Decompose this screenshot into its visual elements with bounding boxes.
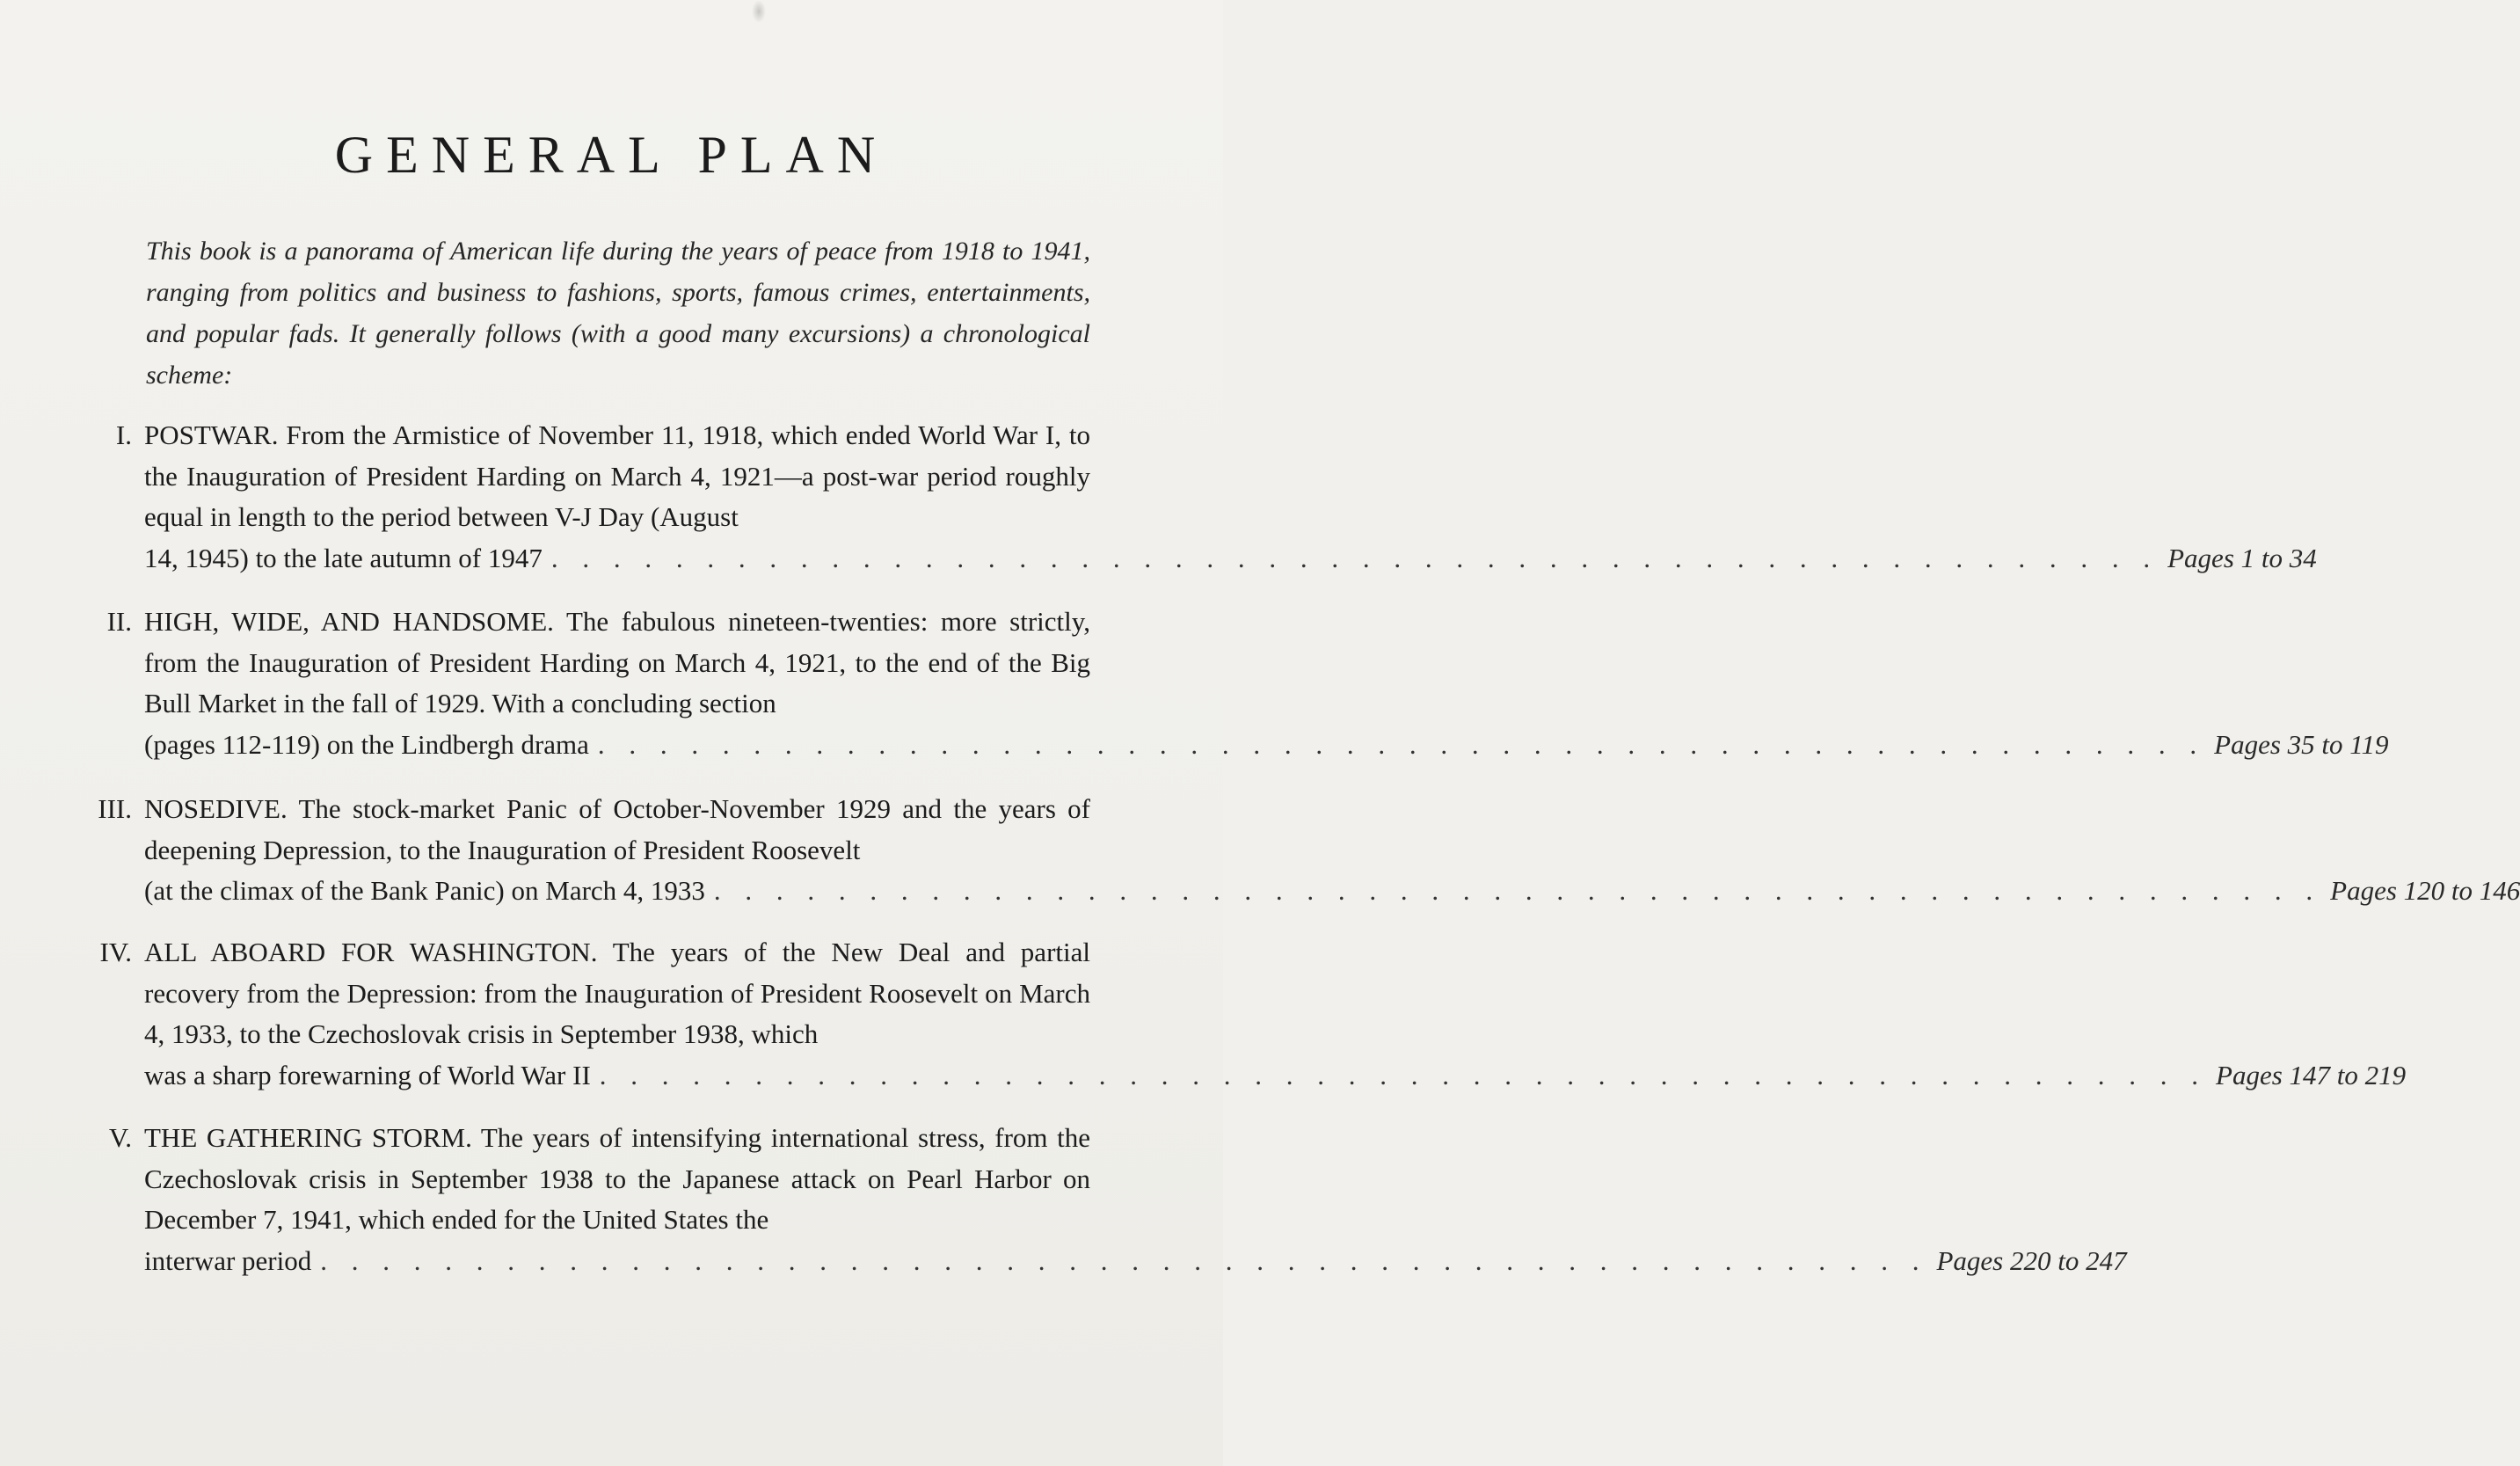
section-final-line — [144, 1241, 2127, 1282]
leader-dots: . . . . . . . . . . . . . . . . . . . . . . . . . . . . . . . . . . . . . . . . . . . . . . . . . . . . — [550, 542, 2159, 573]
section-numeral: I. — [115, 419, 132, 450]
section-body: ALL ABOARD FOR WASHINGTON. The years of the New Deal and partial recovery from the Depression: from the Inauguration of President Roosevelt on March 4, 1933, to the Czechoslovak crisis in September 1938, which — [144, 937, 1090, 1049]
section-final-text: (pages 112-119) on the Lindbergh drama — [144, 728, 589, 760]
page-title: GENERAL PLAN — [334, 126, 889, 184]
section-body: NOSEDIVE. The stock-market Panic of October-November 1929 and the years of deepening Depression, to the Inauguration of President Roosevelt — [144, 793, 1090, 865]
leader-dots: . . . . . . . . . . . . . . . . . . . . . . . . . . . . . . . . . . . . . . . . . . . . . . . . . . . . — [597, 728, 2206, 760]
section-final-line — [144, 871, 2520, 912]
section-numeral: II. — [106, 606, 132, 637]
page-range: Pages 220 to 247 — [1936, 1244, 2127, 1276]
section-final-line — [144, 725, 2389, 766]
paper-smudge — [752, 0, 766, 23]
page-range: Pages 1 to 34 — [2167, 542, 2317, 573]
intro-paragraph: This book is a panorama of American life during the years of peace from 1918 to 1941, ranging from politics and business to fashions, sports, famous crimes, entertainments, and popular fads. It generally follows (with a good many excursions) a chronological scheme: — [146, 237, 1090, 390]
leader-dots: . . . . . . . . . . . . . . . . . . . . . . . . . . . . . . . . . . . . . . . . . . . . . . . . . . . . — [599, 1059, 2208, 1090]
section-numeral: III. — [98, 793, 132, 824]
section-body: THE GATHERING STORM. The years of intensifying international stress, from the Czechoslovak crisis in September 1938 to the Japanese attack on Pearl Harbor on December 7, 1941, which ended for the United States the — [144, 1122, 1090, 1235]
section-final-text: was a sharp forewarning of World War II — [144, 1059, 591, 1090]
leader-dots: . . . . . . . . . . . . . . . . . . . . . . . . . . . . . . . . . . . . . . . . . . . . . . . . . . . . — [320, 1244, 1928, 1276]
section-final-line — [144, 1055, 2407, 1097]
page-range: Pages 35 to 119 — [2214, 728, 2389, 760]
section-numeral: V. — [108, 1122, 132, 1153]
page-range: Pages 120 to 146 — [2330, 875, 2520, 906]
leader-dots: . . . . . . . . . . . . . . . . . . . . . . . . . . . . . . . . . . . . . . . . . . . . . . . . . . . . — [713, 875, 2322, 906]
section-numeral: IV. — [99, 937, 132, 967]
section-final-line — [144, 538, 2317, 580]
section-final-text: interwar period — [144, 1244, 312, 1276]
section-body: HIGH, WIDE, AND HANDSOME. The fabulous nineteen-twenties: more strictly, from the Inauguration of President Harding on March 4, 1921, to the end of the Big Bull Market in the fall of 1929. With a concluding section — [144, 606, 1090, 718]
page-range: Pages 147 to 219 — [2216, 1059, 2407, 1090]
section-final-text: (at the climax of the Bank Panic) on March 4, 1933 — [144, 875, 705, 906]
section-final-text: 14, 1945) to the late autumn of 1947 — [144, 542, 543, 573]
section-body: POSTWAR. From the Armistice of November 11, 1918, which ended World War I, to the Inauguration of President Harding on March 4, 1921—a post-war period roughly equal in length to the period between V-J Day (August — [144, 419, 1090, 532]
